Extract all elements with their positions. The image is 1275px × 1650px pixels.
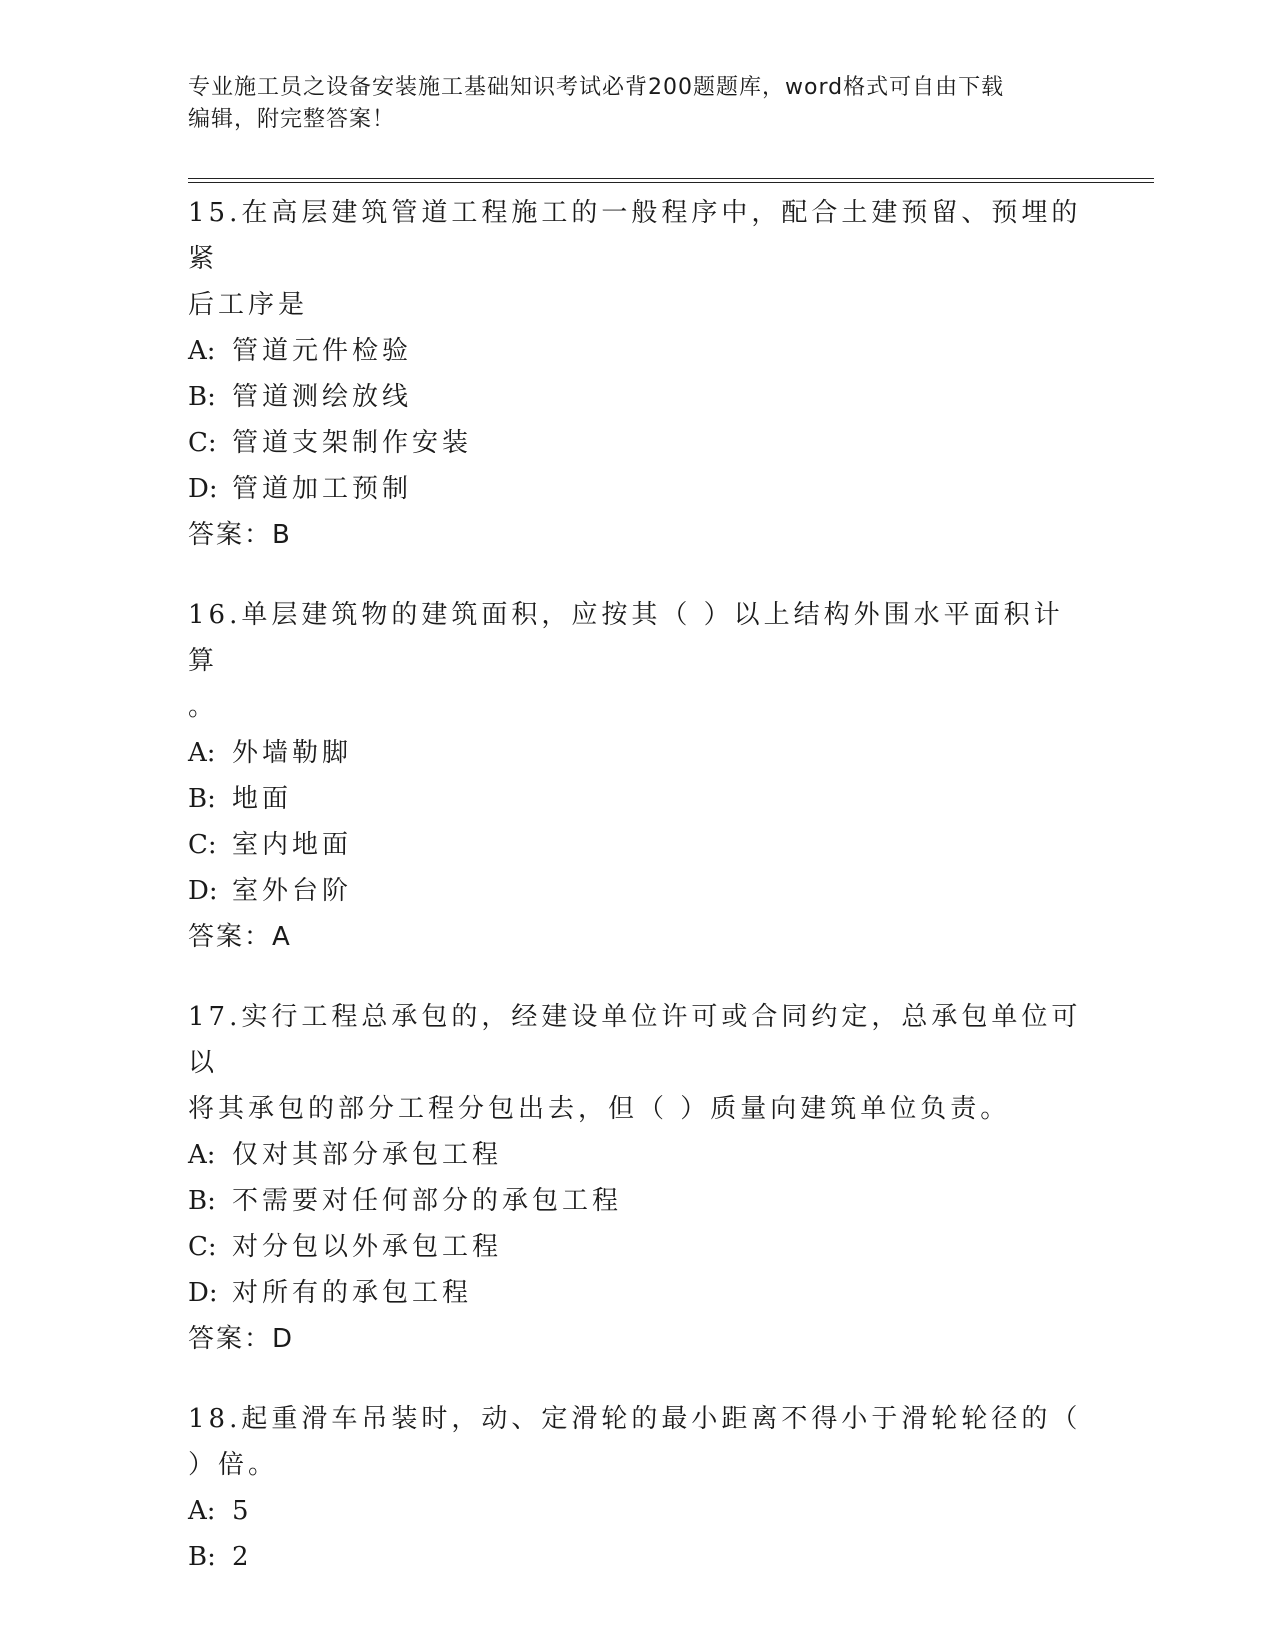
option-d [188, 1270, 1088, 1316]
question-text-line-1: 17.实行工程总承包的，经建设单位许可或合同约定，总承包单位可以 [188, 1002, 1082, 1078]
answer-line: 答案：B [188, 520, 292, 550]
option-key: B: [188, 1186, 216, 1216]
option-text: 对分包以外承包工程 [232, 1232, 503, 1262]
option-text: 5 [232, 1496, 253, 1526]
question-18 [188, 1396, 1088, 1580]
option-b [188, 776, 1088, 822]
option-text: 管道测绘放线 [232, 382, 413, 412]
option-key: C: [188, 830, 217, 860]
question-17 [188, 994, 1088, 1362]
option-key: D: [188, 474, 218, 504]
option-key: D: [188, 876, 218, 906]
option-key: D: [188, 1278, 218, 1308]
option-key: A: [188, 738, 216, 768]
option-b [188, 1534, 1088, 1580]
option-text: 对所有的承包工程 [232, 1278, 473, 1308]
question-text-line-2: 将其承包的部分工程分包出去，但（ ）质量向建筑单位负责。 [188, 1094, 1011, 1124]
question-16 [188, 592, 1088, 960]
answer-line: 答案：D [188, 1324, 295, 1354]
option-key: C: [188, 428, 217, 458]
question-list [188, 190, 1088, 1614]
answer-line: 答案：A [188, 922, 292, 952]
option-text: 室外台阶 [232, 876, 353, 906]
option-text: 不需要对任何部分的承包工程 [232, 1186, 623, 1216]
option-text: 地面 [232, 784, 293, 814]
option-key: B: [188, 1542, 216, 1572]
option-text: 管道元件检验 [232, 336, 413, 366]
question-text-line-2: 。 [188, 692, 219, 722]
option-key: C: [188, 1232, 217, 1262]
option-d [188, 466, 1088, 512]
option-text: 2 [232, 1542, 253, 1572]
option-key: B: [188, 382, 216, 412]
question-text-line-1: 15.在高层建筑管道工程施工的一般程序中，配合土建预留、预埋的紧 [188, 198, 1082, 274]
option-key: A: [188, 336, 216, 366]
question-text-line-2: ）倍。 [188, 1450, 279, 1480]
option-a [188, 1132, 1088, 1178]
option-text: 管道支架制作安装 [232, 428, 473, 458]
option-c [188, 822, 1088, 868]
option-key: A: [188, 1496, 216, 1526]
option-c [188, 420, 1088, 466]
question-15 [188, 190, 1088, 558]
option-a [188, 1488, 1088, 1534]
document-header [188, 72, 1068, 136]
header-line-1: 专业施工员之设备安装施工基础知识考试必背200题题库，word格式可自由下载 [188, 75, 1005, 100]
option-text: 外墙勒脚 [232, 738, 353, 768]
header-line-2: 编辑，附完整答案！ [188, 107, 396, 132]
question-text-line-2: 后工序是 [188, 290, 309, 320]
option-c [188, 1224, 1088, 1270]
option-key: A: [188, 1140, 216, 1170]
option-key: B: [188, 784, 216, 814]
option-d [188, 868, 1088, 914]
question-text-line-1: 16.单层建筑物的建筑面积，应按其（ ）以上结构外围水平面积计算 [188, 600, 1064, 676]
option-b [188, 1178, 1088, 1224]
header-divider [188, 178, 1154, 183]
option-b [188, 374, 1088, 420]
question-text-line-1: 18.起重滑车吊装时，动、定滑轮的最小距离不得小于滑轮轮径的（ [188, 1404, 1082, 1434]
option-a [188, 328, 1088, 374]
option-text: 管道加工预制 [232, 474, 413, 504]
option-text: 室内地面 [232, 830, 353, 860]
option-text: 仅对其部分承包工程 [232, 1140, 503, 1170]
option-a [188, 730, 1088, 776]
